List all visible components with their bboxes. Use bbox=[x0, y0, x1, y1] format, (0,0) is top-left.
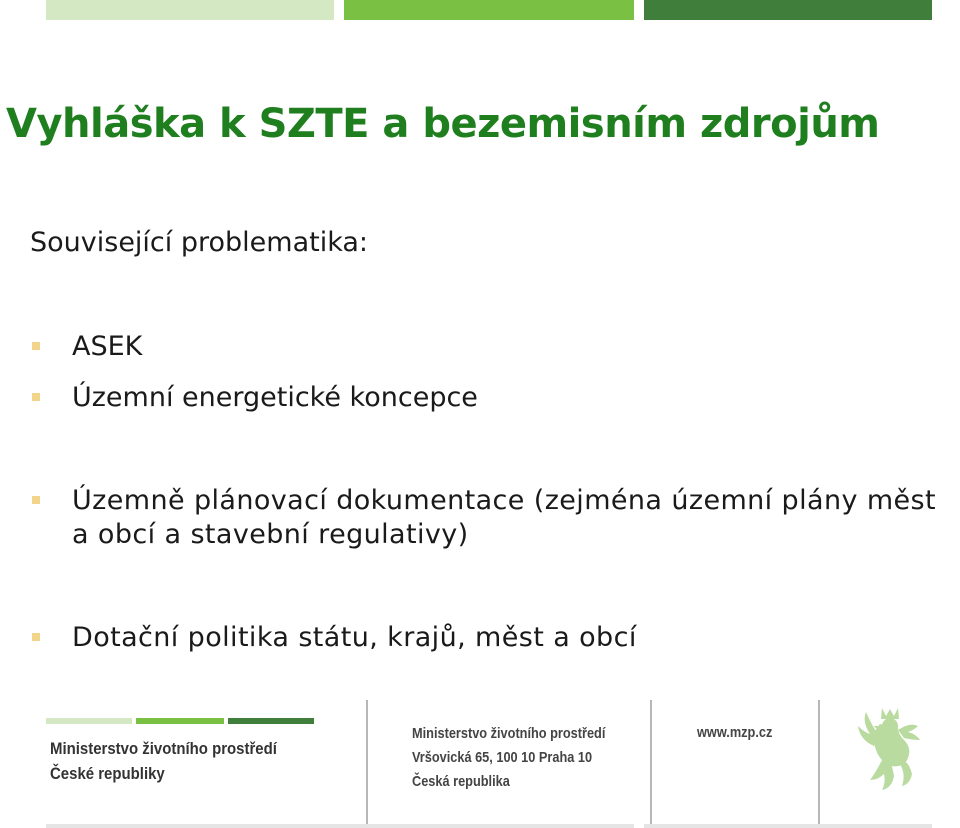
list-item-text: Územně plánovací dokumentace (zejména územní plány měst a obcí a stavební regulativy) bbox=[72, 485, 936, 550]
list-item bbox=[30, 330, 945, 364]
square-bullet-icon bbox=[32, 496, 40, 504]
ministry-name-line1: Ministerstvo životního prostředí bbox=[50, 739, 277, 758]
footer-divider bbox=[818, 700, 820, 824]
bottom-line bbox=[644, 824, 932, 828]
square-bullet-icon bbox=[32, 393, 40, 401]
bottom-line bbox=[344, 824, 634, 828]
footer-stripe-mid bbox=[136, 718, 224, 724]
top-bar-mid bbox=[344, 0, 634, 20]
website-link[interactable]: www.mzp.cz bbox=[697, 724, 773, 741]
list-item-text: ASEK bbox=[72, 331, 143, 362]
address-line2: Vršovická 65, 100 10 Praha 10 bbox=[412, 749, 593, 766]
bottom-line bbox=[46, 824, 364, 828]
list-item bbox=[30, 621, 945, 655]
square-bullet-icon bbox=[32, 633, 40, 641]
footer-address bbox=[412, 722, 605, 794]
list-item bbox=[30, 381, 945, 415]
list-item bbox=[30, 484, 945, 552]
list-item-text: Dotační politika státu, krajů, měst a obcí bbox=[72, 622, 637, 653]
top-bar-dark bbox=[644, 0, 932, 20]
intro-text: Související problematika: bbox=[30, 227, 369, 258]
ministry-logo-text bbox=[50, 736, 277, 786]
slide-title: Vyhláška k SZTE a bezemisním zdrojům bbox=[6, 101, 880, 147]
footer-stripe-light bbox=[46, 718, 132, 724]
top-bar-light bbox=[46, 0, 334, 20]
ministry-name-line2: České republiky bbox=[50, 764, 165, 783]
czech-lion-emblem-icon bbox=[852, 704, 936, 796]
square-bullet-icon bbox=[32, 342, 40, 350]
list-item-text: Územní energetické koncepce bbox=[72, 382, 478, 413]
address-line1: Ministerstvo životního prostředí bbox=[412, 725, 606, 742]
footer-divider bbox=[366, 700, 368, 824]
footer-divider bbox=[650, 700, 652, 824]
footer-stripe-dark bbox=[228, 718, 314, 724]
address-line3: Česká republika bbox=[412, 773, 510, 790]
